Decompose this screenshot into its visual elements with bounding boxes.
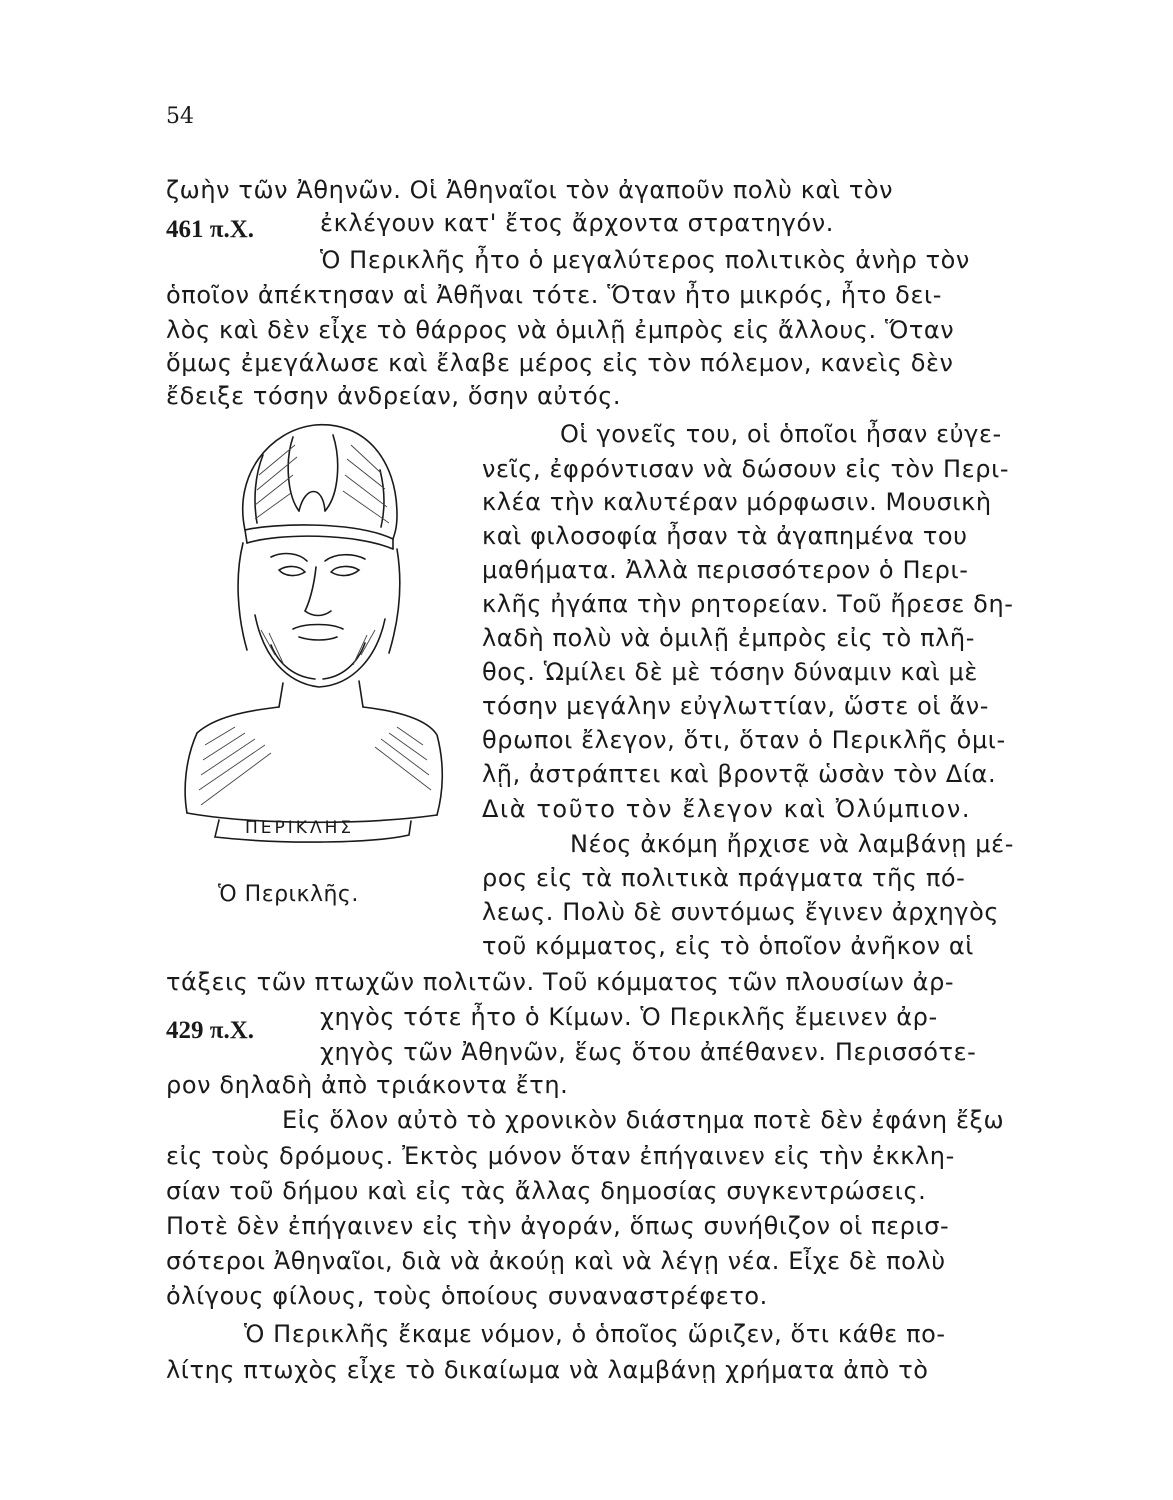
text-line: λῇ, ἀστράπτει καὶ βροντᾷ ὡσὰν τὸν Δία. [482,760,997,788]
text-line: Ὁ Περικλῆς ἔκαμε νόμον, ὁ ὁποῖος ὥριζεν, ὅτι κάθε πο- [244,1320,946,1348]
text-line: τάξεις τῶν πτωχῶν πολιτῶν. Τοῦ κόμματος τῶν πλουσίων ἀρ- [166,968,955,996]
text-line: ὀλίγους φίλους, τοὺς ὁποίους συναναστρέφετο. [166,1282,768,1310]
text-line: καὶ φιλοσοφία ἦσαν τὰ ἀγαπημένα του [482,522,968,550]
text-line: μαθήματα. Ἀλλὰ περισσότερον ὁ Περι- [482,556,969,584]
text-line: Διὰ τοῦτο τὸν ἔλεγον καὶ Ὀλύμπιον. [482,795,972,823]
figure-caption: Ὁ Περικλῆς. [218,882,359,907]
text-line: κλέα τὴν καλυτέραν μόρφωσιν. Μουσικὴ [482,488,992,516]
text-line: χηγὸς τῶν Ἀθηνῶν, ἕως ὅτου ἀπέθανεν. Περισσότε- [320,1038,977,1066]
text-line: Ποτὲ δὲν ἐπήγαινεν εἰς τὴν ἀγοράν, ὅπως συνήθιζον οἱ περισ- [166,1212,950,1240]
text-line: ὁποῖον ἀπέκτησαν αἱ Ἀθῆναι τότε. Ὅταν ἦτο μικρός, ἦτο δει- [166,281,943,309]
margin-date-429: 429 π.Χ. [166,1017,255,1044]
bust-inscription: ΠΕΡΙΚΛΗΣ [245,818,355,838]
text-line: σότεροι Ἀθηναῖοι, διὰ νὰ ἀκούῃ καὶ νὰ λέγῃ νέα. Εἶχε δὲ πολὺ [166,1247,946,1275]
text-line: λεως. Πολὺ δὲ συντόμως ἔγινεν ἀρχηγὸς [482,898,1000,926]
text-line: ζωὴν τῶν Ἀθηνῶν. Οἱ Ἀθηναῖοι τὸν ἀγαποῦν πολὺ καὶ τὸν [166,176,894,204]
text-line: ὅμως ἐμεγάλωσε καὶ ἔλαβε μέρος εἰς τὸν πόλεμον, κανεὶς δὲν [166,349,954,377]
text-line: νεῖς, ἐφρόντισαν νὰ δώσουν εἰς τὸν Περι- [482,455,1010,483]
text-line: ρος εἰς τὰ πολιτικὰ πράγματα τῆς πό- [482,864,966,892]
text-line: τόσην μεγάλην εὐγλωττίαν, ὥστε οἱ ἄν- [482,692,990,720]
text-line: Ὁ Περικλῆς ἦτο ὁ μεγαλύτερος πολιτικὸς ἀνὴρ τὸν [320,246,970,274]
text-line: θρωποι ἔλεγον, ὅτι, ὅταν ὁ Περικλῆς ὁμι- [482,726,1006,754]
text-line: κλῆς ἠγάπα τὴν ρητορείαν. Τοῦ ἤρεσε δη- [482,590,1014,618]
page-number: 54 [166,104,194,129]
text-line: ἐκλέγουν κατ' ἔτος ἄρχοντα στρατηγόν. [320,209,834,237]
text-line: λίτης πτωχὸς εἶχε τὸ δικαίωμα νὰ λαμβάνῃ χρήματα ἀπὸ τὸ [166,1356,929,1384]
text-line: χηγὸς τότε ἦτο ὁ Κίμων. Ὁ Περικλῆς ἔμεινεν ἀρ- [320,1003,938,1031]
text-line: εἰς τοὺς δρόμους. Ἐκτὸς μόνον ὅταν ἐπήγαινεν εἰς τὴν ἐκκλη- [166,1142,955,1170]
text-line: λὸς καὶ δὲν εἶχε τὸ θάρρος νὰ ὁμιλῇ ἐμπρὸς εἰς ἄλλους. Ὅταν [166,316,955,344]
text-line: λαδὴ πολὺ νὰ ὁμιλῇ ἐμπρὸς εἰς τὸ πλῆ- [482,624,975,652]
text-line: τοῦ κόμματος, εἰς τὸ ὁποῖον ἀνῆκον αἱ [482,932,974,960]
pericles-bust-illustration [175,415,445,855]
text-line: Νέος ἀκόμη ἤρχισε νὰ λαμβάνῃ μέ- [570,830,1014,858]
text-line: Εἰς ὅλον αὐτὸ τὸ χρονικὸν διάστημα ποτὲ δὲν ἐφάνη ἔξω [282,1106,1005,1134]
text-line: ἔδειξε τόσην ἀνδρείαν, ὅσην αὐτός. [166,382,622,410]
text-line: θος. Ὡμίλει δὲ μὲ τόσην δύναμιν καὶ μὲ [482,658,978,686]
text-line: σίαν τοῦ δήμου καὶ εἰς τὰς ἄλλας δημοσίας συγκεντρώσεις. [166,1177,927,1205]
text-line: Οἱ γονεῖς του, οἱ ὁποῖοι ἦσαν εὐγε- [560,420,1002,448]
text-line: ρον δηλαδὴ ἀπὸ τριάκοντα ἔτη. [166,1071,569,1099]
margin-date-461: 461 π.Χ. [166,216,255,243]
